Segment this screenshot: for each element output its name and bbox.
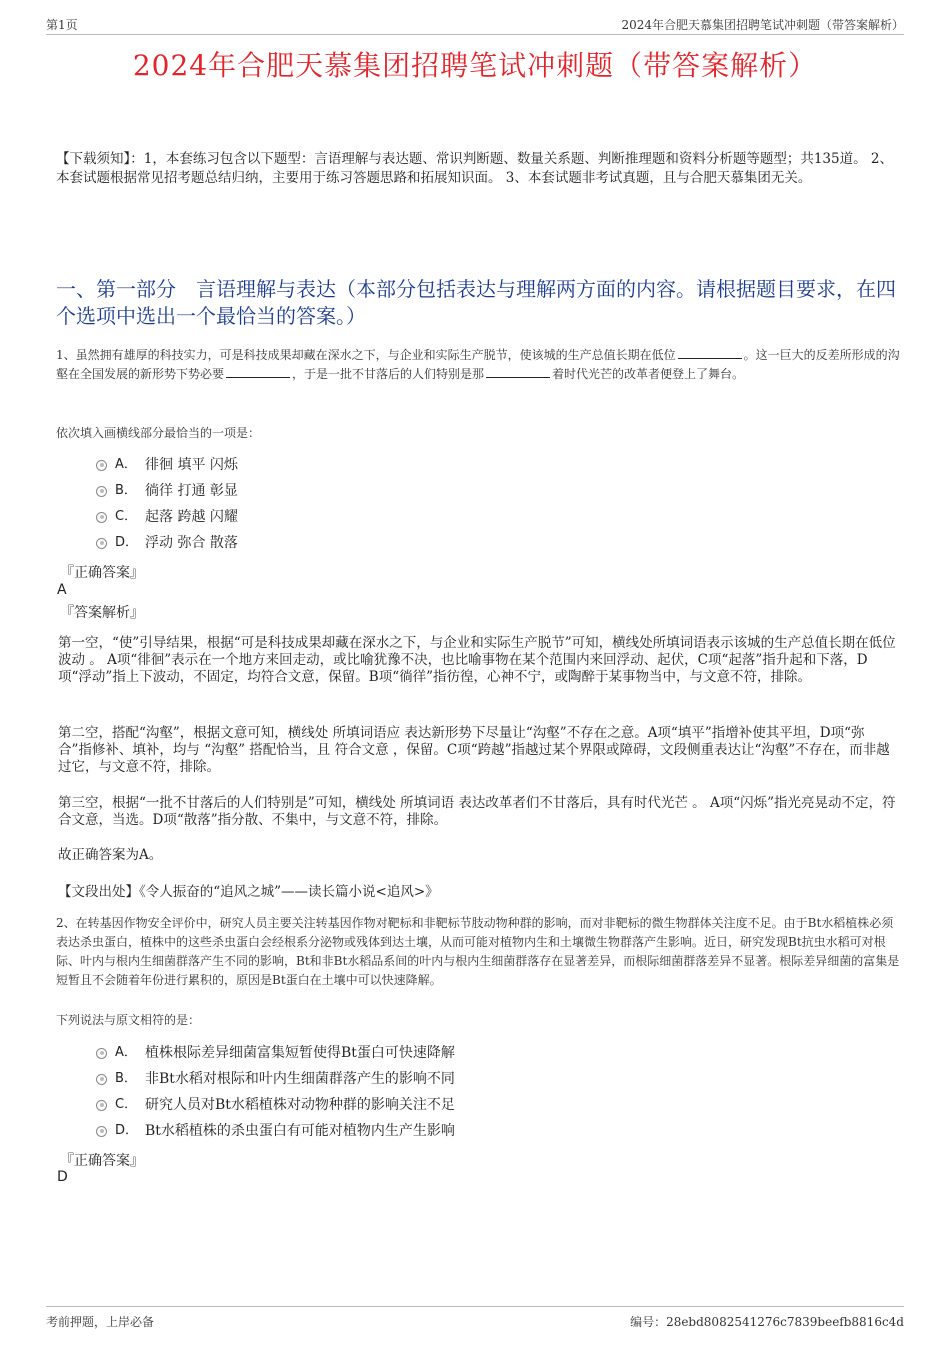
question-2-prompt: 下列说法与原文相符的是： bbox=[56, 1013, 201, 1027]
option-d[interactable]: D． 浮动 弥合 散落 bbox=[96, 530, 876, 556]
analysis-label: 『答案解析』 bbox=[60, 605, 144, 621]
radio-icon[interactable] bbox=[96, 460, 107, 471]
question-2-options bbox=[96, 1040, 876, 1144]
option-text: 起落 跨越 闪耀 bbox=[145, 509, 238, 525]
option-text: 徘徊 填平 闪烁 bbox=[145, 457, 238, 473]
radio-icon[interactable] bbox=[96, 486, 107, 497]
radio-icon[interactable] bbox=[96, 1048, 107, 1059]
answer-value: A bbox=[57, 582, 67, 598]
radio-icon[interactable] bbox=[96, 1126, 107, 1137]
option-text: Bt水稻植株的杀虫蛋白有可能对植物内生产生影响 bbox=[145, 1123, 455, 1139]
answer-value: D bbox=[57, 1169, 68, 1185]
fill-blank bbox=[678, 346, 742, 359]
q1-text-part-3: ，于是一批不甘落后的人们特别是那 bbox=[292, 367, 485, 381]
option-d[interactable]: D． Bt水稻植株的杀虫蛋白有可能对植物内生产生影响 bbox=[96, 1118, 876, 1144]
q1-text-part-4: 着时代光芒的改革者便登上了舞台。 bbox=[552, 367, 745, 381]
option-text: 研究人员对Bt水稻植株对动物种群的影响关注不足 bbox=[145, 1097, 455, 1113]
fill-blank bbox=[226, 365, 290, 378]
question-2-text: 2、在转基因作物安全评价中，研究人员主要关注转基因作物对靶标和非靶标节肢动物种群的影响，而对非靶标的微生物群体关注度不足。由于Bt水稻植株必须表达杀虫蛋白，植株中的这些杀虫蛋白会经根系分泌物或残体到达土壤，从而可能对植物内生和土壤微生物群落产生影响。近日，研究发现Bt抗虫水稻可对根际、叶内与根内生细菌群落产生不同的影响，Bt和非Bt水稻品系间的叶内与根内生细菌群落存在显著差异，而根际细菌群落差异不显著。根际差异细菌的富集是短暂且不会随着年份进行累积的，原因是Bt蛋白在土壤中可以快速降解。 bbox=[56, 916, 900, 987]
download-notice: 【下载须知】：1，本套练习包含以下题型：言语理解与表达题、常识判断题、数量关系题、判断推理题和资料分析题等题型；共135道。 2、本套试题根据常见招考题总结归纳，主要用于练习答题思路和拓展知识面。 3、本套试题非考试真题，且与合肥天慕集团无关。 bbox=[56, 151, 893, 186]
analysis-paragraph-3: 第三空，根据“一批不甘落后的人们特别是”可知，横线处 所填词语 表达改革者们不甘落后，具有时代光芒 。 A项“闪烁”指光亮晃动不定，符合文意，当选。D项“散落”指分散、不集中，与文意不符，排除。 bbox=[58, 795, 896, 828]
passage-source: 【文段出处】《令人振奋的“追风之城”——读长篇小说<追风>》 bbox=[58, 884, 439, 900]
footer-doc-id: 编号：28ebd8082541276c7839beefb8816c4d bbox=[630, 1315, 904, 1329]
q1-text-part-2: 。这一巨大的反差所形成的沟壑在全国发展的新形势下势必要 bbox=[56, 348, 900, 381]
option-text: 浮动 弥合 散落 bbox=[145, 535, 238, 551]
answer-label: 『正确答案』 bbox=[60, 1153, 144, 1169]
option-text: 徜徉 打通 彰显 bbox=[145, 483, 238, 499]
option-b[interactable]: B． 徜徉 打通 彰显 bbox=[96, 478, 876, 504]
radio-icon[interactable] bbox=[96, 538, 107, 549]
option-c[interactable]: C． 起落 跨越 闪耀 bbox=[96, 504, 876, 530]
question-1-text bbox=[56, 346, 901, 384]
page-number: 第1页 bbox=[46, 18, 78, 32]
question-1-options bbox=[96, 452, 876, 556]
analysis-conclusion: 故正确答案为A。 bbox=[58, 847, 163, 863]
option-c[interactable]: C． 研究人员对Bt水稻植株对动物种群的影响关注不足 bbox=[96, 1092, 876, 1118]
document-title: 2024年合肥天慕集团招聘笔试冲刺题（带答案解析） bbox=[132, 49, 818, 82]
header-doc-title: 2024年合肥天慕集团招聘笔试冲刺题（带答案解析） bbox=[621, 18, 904, 32]
q1-text-part-1: 1、虽然拥有雄厚的科技实力，可是科技成果却藏在深水之下，与企业和实际生产脱节，使该城的生产总值长期在低位 bbox=[56, 348, 676, 362]
analysis-paragraph-2: 第二空，搭配“沟壑”，根据文意可知，横线处 所填词语应 表达新形势下尽量让“沟壑”不存在之意。A项“填平”指增补使其平坦，D项“弥合”指修补、填补，均与 “沟壑” 搭配恰当，且 符合文意 ，保留。C项“跨越”指越过某个界限或障碍，文段侧重表达让“沟壑”不存在，而非越过它，与文意不符，排除。 bbox=[58, 725, 890, 775]
radio-icon[interactable] bbox=[96, 512, 107, 523]
option-text: 非Bt水稻对根际和叶内生细菌群落产生的影响不同 bbox=[145, 1071, 455, 1087]
footer-slogan: 考前押题，上岸必备 bbox=[46, 1315, 155, 1329]
option-a[interactable]: A． 徘徊 填平 闪烁 bbox=[96, 452, 876, 478]
radio-icon[interactable] bbox=[96, 1100, 107, 1111]
radio-icon[interactable] bbox=[96, 1074, 107, 1085]
question-1-prompt: 依次填入画横线部分最恰当的一项是： bbox=[56, 426, 261, 440]
option-b[interactable]: B． 非Bt水稻对根际和叶内生细菌群落产生的影响不同 bbox=[96, 1066, 876, 1092]
section-heading: 一、第一部分 言语理解与表达（本部分包括表达与理解两方面的内容。请根据题目要求，在四个选项中选出一个最恰当的答案。） bbox=[56, 277, 896, 328]
analysis-paragraph-1: 第一空，“使”引导结果，根据“可是科技成果却藏在深水之下，与企业和实际生产脱节”可知，横线处所填词语表示该城的生产总值长期在低位波动 。 A项“徘徊”表示在一个地方来回走动，或比喻犹豫不决，也比喻事物在某个范围内来回浮动、起伏，C项“起落”指升起和下落，D项“浮动”指上下波动，不固定，均符合文意，保留。B项“徜徉”指彷徨，心神不宁，或陶醉于某事物当中，与文意不符，排除。 bbox=[58, 635, 896, 685]
answer-label: 『正确答案』 bbox=[60, 565, 144, 581]
option-a[interactable]: A． 植株根际差异细菌富集短暂使得Bt蛋白可快速降解 bbox=[96, 1040, 876, 1066]
page-header bbox=[46, 14, 904, 35]
option-text: 植株根际差异细菌富集短暂使得Bt蛋白可快速降解 bbox=[145, 1045, 455, 1061]
fill-blank bbox=[486, 365, 550, 378]
page-footer bbox=[46, 1306, 904, 1327]
